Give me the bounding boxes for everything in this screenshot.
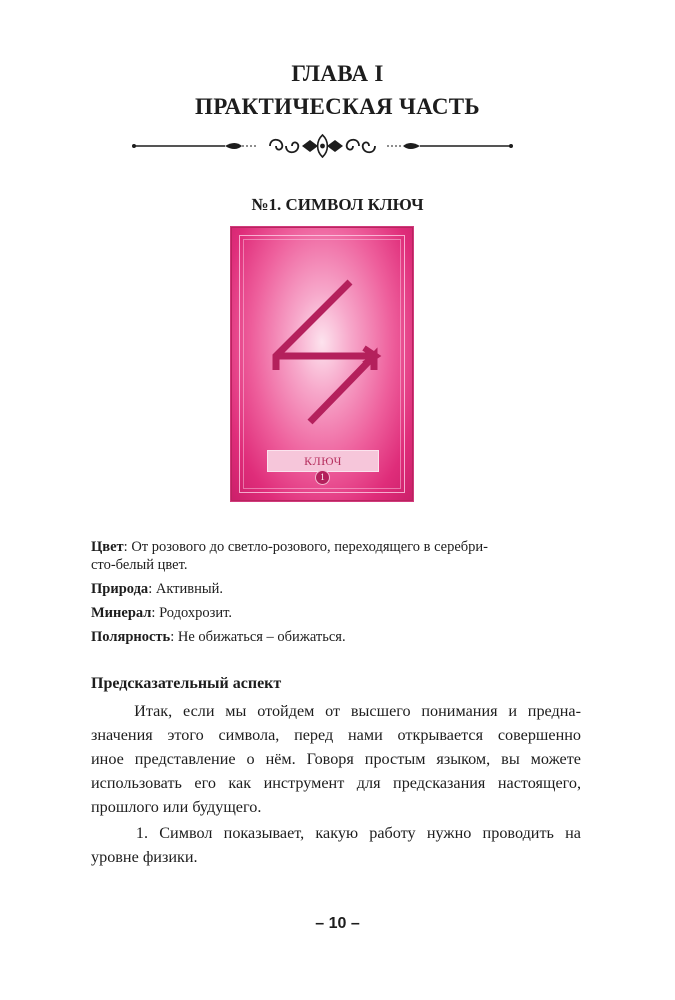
section-heading: №1. СИМВОЛ КЛЮЧ — [251, 195, 424, 214]
card-label: КЛЮЧ — [267, 450, 379, 472]
card-number-badge: 1 — [315, 470, 330, 485]
property-name: Полярность — [91, 629, 171, 645]
property-value: : Не обижаться – обижаться. — [170, 629, 346, 645]
property-value: : Активный. — [148, 581, 223, 597]
text-line: значения этого символа, перед нами открывается совершенно — [91, 726, 581, 744]
property-nature — [91, 580, 591, 598]
chapter-number: ГЛАВА I — [291, 61, 384, 86]
key-rune-icon — [262, 268, 384, 428]
property-name: Минерал — [91, 605, 152, 621]
property-name: Природа — [91, 581, 149, 597]
property-mineral — [91, 604, 591, 622]
text-line: иное представление о нём. Говоря простым языком, вы можете — [91, 750, 581, 768]
page-number: – 10 – — [315, 915, 360, 932]
symbol-card — [231, 227, 413, 501]
text-line: использовать его как инструмент для предсказания настоящего, — [91, 774, 581, 792]
paragraph-predictive-aspect — [91, 699, 581, 819]
property-color — [91, 538, 591, 574]
symbol-properties — [91, 538, 591, 652]
aspect-heading: Предсказательный аспект — [91, 675, 282, 692]
property-value-continued: сто-белый цвет. — [91, 557, 188, 573]
text-line: Итак, если мы отойдем от высшего понимания и предна- — [91, 702, 581, 720]
paragraph-item-1 — [91, 821, 581, 869]
text-line: прошлого или будущего. — [91, 798, 262, 816]
property-value: : Родохрозит. — [151, 605, 232, 621]
text-line: уровне физики. — [91, 848, 198, 866]
property-polarity — [91, 628, 591, 646]
property-value: : От розового до светло-розового, переходящего в серебри- — [123, 539, 489, 555]
decorative-flourish-icon — [130, 132, 515, 160]
chapter-title: ПРАКТИЧЕСКАЯ ЧАСТЬ — [195, 94, 480, 119]
property-name: Цвет — [91, 539, 124, 555]
text-line: 1. Символ показывает, какую работу нужно проводить на — [91, 824, 581, 842]
